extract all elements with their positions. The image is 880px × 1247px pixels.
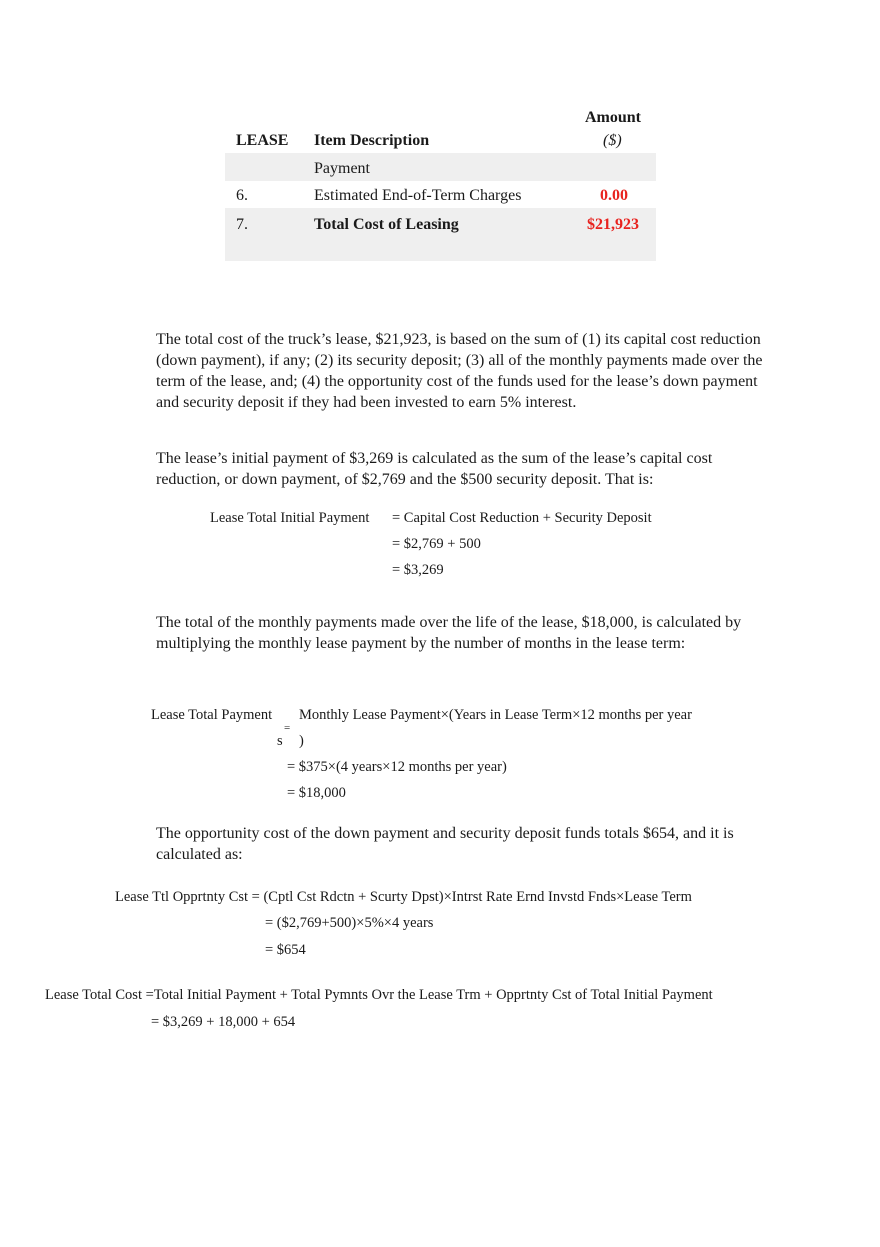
- eq1-lhs: Lease Total Initial Payment: [210, 510, 370, 526]
- eq2-line2: = $375×(4 years×12 months per year): [287, 759, 507, 775]
- eq4-line1: Lease Total Cost =Total Initial Payment + Total Pymnts Ovr the Lease Trm + Opprtnty Cst of Total Initial Payment: [45, 987, 713, 1003]
- table-row-6-desc: Estimated End-of-Term Charges: [314, 187, 522, 204]
- table-row-7-amount: $21,923: [587, 216, 639, 233]
- eq1-line1: = Capital Cost Reduction + Security Deposit: [392, 510, 652, 526]
- table-row-6-num: 6.: [236, 187, 248, 204]
- amount-header: Amount: [585, 109, 642, 126]
- amount-unit-header: ($): [603, 132, 622, 149]
- eq1-line3: = $3,269: [392, 562, 444, 578]
- table-shade-row-payment: [225, 153, 656, 181]
- eq2-equals: =: [284, 722, 291, 734]
- paragraph-initial-payment: The lease’s initial payment of $3,269 is calculated as the sum of the lease’s capital cost reduction, or down payment, of $2,769 and the $500 security deposit. That is:: [156, 450, 713, 488]
- eq3-line3: = $654: [265, 942, 306, 958]
- eq3-line1: Lease Ttl Opprtnty Cst = (Cptl Cst Rdctn + Scurty Dpst)×Intrst Rate Ernd Invstd Fnds×Lease Term: [115, 889, 692, 905]
- eq3-line2: = ($2,769+500)×5%×4 years: [265, 915, 434, 931]
- table-row-payment-desc: Payment: [314, 160, 370, 177]
- table-row-7-desc: Total Cost of Leasing: [314, 216, 459, 233]
- eq2-lhs: Lease Total Payment: [151, 707, 273, 723]
- paragraph-total-cost-explanation: The total cost of the truck’s lease, $21,923, is based on the sum of (1) its capital cost reduction (down payment), if any; (2) its security deposit; (3) all of the monthly payments made over the term of the lease, and; (4) the opportunity cost of the funds used for the lease’s down payment and security deposit if they had been invested to earn 5% interest.: [156, 331, 763, 411]
- item-description-header: Item Description: [314, 132, 430, 149]
- eq2-rhs-a: Monthly Lease Payment×(Years in Lease Term×12 months per year: [299, 707, 692, 723]
- table-row-6-amount: 0.00: [600, 187, 628, 204]
- paragraph-opportunity-cost: The opportunity cost of the down payment and security deposit funds totals $654, and it is calculated as:: [156, 825, 734, 863]
- eq4-line2: = $3,269 + 18,000 + 654: [151, 1014, 296, 1030]
- table-row-7-num: 7.: [236, 216, 248, 233]
- eq2-line3: = $18,000: [287, 785, 346, 801]
- eq1-line2: = $2,769 + 500: [392, 536, 481, 552]
- eq2-lhs-tail: s: [277, 733, 283, 749]
- eq2-rhs-b: ): [299, 733, 304, 749]
- paragraph-monthly-payments: The total of the monthly payments made over the life of the lease, $18,000, is calculated by multiplying the monthly lease payment by the number of months in the lease term:: [156, 614, 742, 652]
- lease-header: LEASE: [236, 132, 289, 149]
